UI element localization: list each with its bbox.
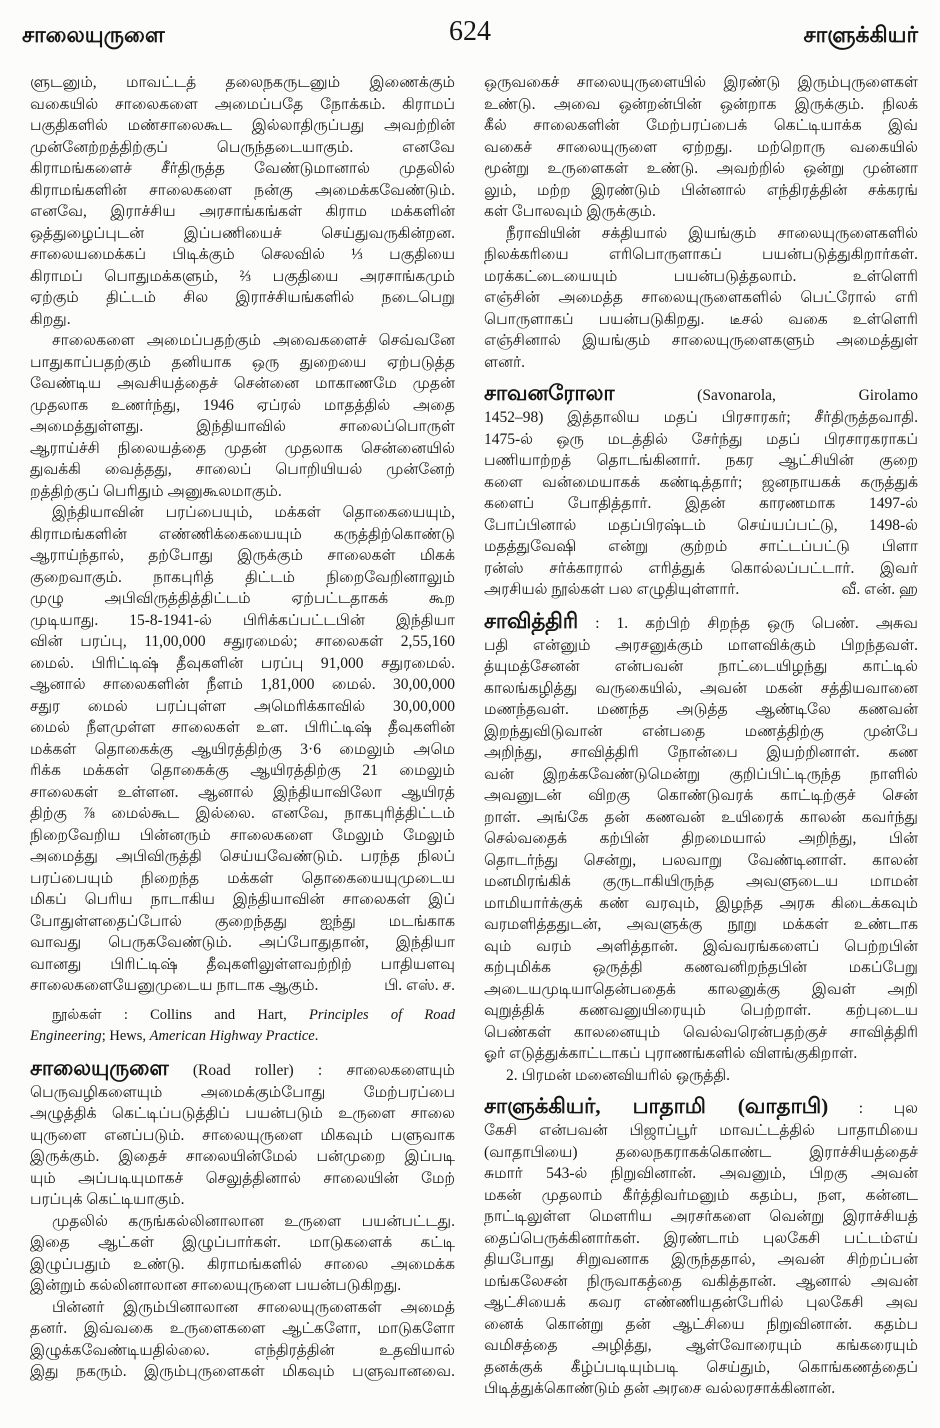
- text-run: ஆராய்ந்தால், தற்போது இருக்கும் சாலைகள் மிகக்: [30, 547, 455, 564]
- text-line: [30, 911, 455, 933]
- text-line: [30, 932, 455, 954]
- text-run: அமைத்துள்ளது. இந்தியாவில் சாலைப்பொருள்: [30, 418, 455, 435]
- entry-headword: சாவனரோலா: [484, 381, 615, 405]
- text-line: [30, 352, 455, 374]
- text-run: தனக்குக் கீழ்ப்படியும்படி செய்தும், கொங்கணத்தைப்: [484, 1358, 918, 1376]
- text-run: பிடித்துக்கொண்டும் தன் அரசை வல்லரசாக்கினான்.: [484, 1380, 836, 1397]
- text-line: [30, 266, 455, 288]
- text-run: துவக்கி வைத்தது, சாலைப் பொறியியல் முன்னேற்: [30, 461, 455, 478]
- text-line: [484, 115, 918, 137]
- reference-title: Engineering: [30, 1028, 102, 1044]
- text-run: காலங்கழித்து வருகையில், அவன் மகன் சத்தியவானை: [484, 679, 918, 697]
- text-run: பரப்பையும் நிறைந்த மக்கள் தொகையையுமுடைய: [30, 869, 455, 887]
- entry-headword: சாவித்திரி: [484, 608, 579, 633]
- text-line: [484, 1271, 918, 1293]
- text-run: மூன்று உருளைகள் உண்டு. அவற்றில் ஒன்று முன்னா: [484, 160, 918, 177]
- paragraph-continued: [484, 72, 918, 223]
- text-line: [30, 459, 455, 481]
- text-run: இந்தியாவின் பரப்பையும், மக்கள் தொகையையும்,: [52, 504, 455, 521]
- text-line: [30, 158, 455, 180]
- text-run: போதுள்ளதைப்போல் குறைந்தது ஐந்து மடங்காக: [30, 912, 455, 930]
- text-line: [30, 502, 455, 524]
- text-line: [484, 493, 918, 515]
- text-line: [30, 653, 455, 675]
- encyclopedia-entry: [484, 379, 918, 601]
- text-run: கீல் சாலைகளின் மேற்பரப்பைக் கெட்டியாக்க இவ்: [484, 117, 918, 134]
- text-run: நிலக்கரியை எரிபொருளாகப் பயன்படுத்துகிறார்கள்.: [484, 246, 918, 263]
- text-line: [30, 309, 455, 331]
- text-line: [484, 1065, 918, 1087]
- encyclopedia-entry: [30, 1054, 455, 1211]
- entry-heading-line: [484, 379, 918, 407]
- text-run: நிறைவேறிய பின்னரும் சாலைகளை மேலும் மேலும்: [30, 826, 455, 844]
- text-run: மைல் நீளமுள்ள சாலைகள் உள. பிரிட்டிஷ் தீவுகளின்: [30, 719, 455, 736]
- text-line: [484, 309, 918, 331]
- text-line: [30, 825, 455, 847]
- text-run: ஏற்கும் திட்டம் சில இராச்சியங்களில் நடைபெறு: [30, 289, 455, 306]
- text-run: எஞ்சினால் இயங்கும் சாலையுருளைகளும் அமைத்துள்: [484, 332, 918, 349]
- text-run: றத்திற்குப் பெரிதும் அனுகூலமாகும்.: [30, 482, 282, 500]
- text-run: வேண்டிய அவசியத்தைச் சென்னை மாகாணமே முதன்: [30, 375, 455, 392]
- text-run: யும் அப்படியுமாகச் செலுத்தினால் சாலையின் மேற்: [30, 1169, 455, 1187]
- text-line: [484, 158, 918, 180]
- paragraph: [30, 330, 455, 502]
- text-run: ளுடனும், மாவட்டத் தலைநகருடனும் இணைக்கும்: [30, 74, 455, 91]
- reference-title: Principles of Road: [309, 1006, 455, 1023]
- entry-heading-text: (Road roller) : சாலைகளையும்: [168, 1061, 455, 1079]
- text-run: வரமளித்ததுடன், அவளுக்கு நூறு மக்கள் உண்டாக: [484, 916, 918, 933]
- text-run: எனவே, இராச்சிய அரசாங்கங்கள் கிராம மக்களின்: [30, 203, 455, 220]
- text-line: [484, 656, 918, 678]
- text-line: [30, 1318, 455, 1340]
- text-line: [30, 94, 455, 116]
- text-line: [484, 429, 918, 451]
- text-run: எஞ்சின் அமைத்த சாலையுருளைகளில் பெட்ரோல் எரி: [484, 289, 918, 306]
- text-line: [484, 807, 918, 829]
- text-line: [484, 721, 918, 743]
- text-line: [484, 330, 918, 352]
- text-run: அறிந்து, சாவித்திரி நோன்பை இயற்றினாள். கண: [484, 744, 918, 761]
- text-run: வின் பரப்பு, 11,00,000 சதுரமைல்; சாலைகள் 2,55,160: [30, 633, 455, 650]
- text-run: அடையமுடியாதென்பதைக் காலனுக்கு இவள் அறி: [484, 980, 918, 998]
- text-run: ஆராய்ச்சி நிலையத்தை முதன் முதலாக சென்னையில்: [30, 439, 455, 457]
- text-line: [30, 954, 455, 976]
- text-line: [484, 1000, 918, 1022]
- text-run: களை வன்மையாகக் கண்டித்தார்; ஜனநாயகக் கருத்துக்: [484, 473, 918, 491]
- text-run: செல்வதைக் கற்பின் திறமையால் அறிந்து, பின்: [484, 830, 918, 847]
- text-run: வன் இறக்கவேண்டுமென்று குறிப்பிட்டிருந்த நாளில்: [484, 765, 918, 783]
- text-run: கிராமங்களின் சாலைகளை நன்கு அமைக்கவேண்டும்.: [30, 181, 455, 199]
- entry-heading-line: [30, 1054, 455, 1082]
- text-line: [30, 481, 455, 503]
- text-line: [30, 201, 455, 223]
- text-line: [484, 635, 918, 657]
- text-line: [30, 717, 455, 739]
- text-run: மைல். பிரிட்டிஷ் தீவுகளின் பரப்பு 91,000 சதுரமைல்.: [30, 654, 455, 672]
- text-run: பதி என்னும் அரசனுக்கும் மாளவிக்கும் பிறந்தவள்.: [484, 636, 918, 654]
- text-line: [30, 846, 455, 868]
- text-line: [30, 889, 455, 911]
- text-line: [484, 1335, 918, 1357]
- text-run: மதத்துவேஷி என்று குற்றம் சாட்டப்பட்டு பிளா: [484, 538, 918, 555]
- text-line: [484, 742, 918, 764]
- text-line: [30, 782, 455, 804]
- text-run: இது நகரும். இரும்புருளைகள் மிகவும் பளுவானவை.: [30, 1363, 455, 1380]
- text-line: [30, 1189, 455, 1211]
- text-line: [484, 515, 918, 537]
- text-run: அவனுடன் விறகு கொண்டுவரக் காட்டிற்குச் சென்: [484, 787, 918, 804]
- text-line: [484, 1022, 918, 1044]
- paragraph-continued: [30, 72, 455, 330]
- right-column: [484, 72, 918, 1410]
- text-line: [484, 1357, 918, 1379]
- entry-heading-line: [484, 607, 918, 635]
- text-line: [30, 244, 455, 266]
- text-line: [484, 1120, 918, 1142]
- entry-headword: சாலையுருளை: [30, 1055, 169, 1080]
- text-line: [484, 287, 918, 309]
- text-run: வானது பிரிட்டிஷ் தீவுகளிலுள்ளவற்றிற் பாதியளவு: [30, 955, 455, 973]
- text-line: [30, 1297, 455, 1319]
- text-line: [484, 137, 918, 159]
- text-run: ஒருவகைச் சாலையுருளையில் இரண்டு இரும்புருளைகள்: [484, 74, 918, 91]
- text-line: [30, 373, 455, 395]
- text-line: [30, 545, 455, 567]
- text-line: [30, 1340, 455, 1362]
- text-line: [484, 1163, 918, 1185]
- text-run: சாலைகளையேனுமுடைய நாடாக ஆகும்.: [30, 977, 319, 994]
- text-line: [30, 330, 455, 352]
- text-line: [484, 407, 918, 429]
- text-run: போப்பினால் மதப்பிரஷ்டம் செய்யப்பட்டு, 1498-ல்: [484, 516, 918, 534]
- text-run: வகையில் சாலைகளை அமைப்பதே நோக்கம். கிராமப்: [30, 95, 455, 113]
- text-run: அமைத்து அபிவிருத்தி செய்யவேண்டும். பரந்த நிலப்: [30, 848, 455, 865]
- text-run: பொருளாகப் பயன்படுகிறது. டீசல் வகை உள்ளெரி: [484, 310, 918, 328]
- text-run: கிராமப் பொதுமக்களும், ⅔ பகுதியை அரசாங்கமும்: [30, 267, 455, 285]
- text-line: [30, 567, 455, 589]
- text-line: [484, 850, 918, 872]
- text-run: உண்டு. அவை ஒன்றன்பின் ஒன்றாக இருக்கும். நிலக்: [484, 95, 918, 113]
- text-line: [484, 979, 918, 1001]
- text-line: [484, 72, 918, 94]
- text-line: [30, 739, 455, 761]
- text-run: த்யுமத்சேனன் என்பவன் நாட்டையிழந்து காட்டில்: [484, 658, 918, 675]
- text-run: 2. பிரமன் மனைவியரில் ஒருத்தி.: [506, 1066, 731, 1084]
- text-run: ஓர் எடுத்துக்காட்டாகப் புராணங்களில் விளங்குகிறாள்.: [484, 1045, 858, 1062]
- text-line: [484, 536, 918, 558]
- text-line: [30, 1211, 455, 1233]
- text-line: [30, 975, 455, 997]
- text-run: நாட்டிலுள்ள மௌரிய அரசர்களை வென்று இராச்சியத்: [484, 1208, 918, 1225]
- text-run: லும், மற்ற இரண்டும் பின்னால் எந்திரத்தின் சக்கரங்: [484, 181, 918, 199]
- encyclopedia-entry: [484, 607, 918, 1065]
- text-run: வாவது பெருகவேண்டும். அப்போதுதான், இந்தியா: [30, 934, 455, 951]
- text-line: [30, 803, 455, 825]
- text-run: திற்கு ⅞ மைல்கூட இல்லை. எனவே, நாகபுரித்திட்டம்: [30, 805, 455, 822]
- text-line: [30, 1082, 455, 1104]
- author-signature: பி. எஸ். ச.: [384, 977, 455, 994]
- text-run: முழு அபிவிருத்தித்திட்டம் ஏற்பட்டதாகக் கூற: [30, 590, 455, 607]
- text-line: [484, 558, 918, 580]
- text-run: ஒத்துழைப்புடன் இப்பணியைச் செய்துவருகின்றன.: [30, 224, 455, 242]
- text-run: மனமிரங்கிக் குருடாகியிருந்த அவளுடைய மாமன்: [484, 873, 918, 890]
- text-run: பரப்புக் கெட்டியாகும்.: [30, 1191, 185, 1208]
- text-run: மக்கள் தொகைக்கு ஆயிரத்திற்கு 3·6 மைலும் அமெ: [30, 740, 455, 758]
- text-run: முதலாக உணர்ந்து, 1946 ஏப்ரல் மாதத்தில் அதை: [30, 396, 455, 414]
- entry-heading-text: : 1. கற்பிற் சிறந்த ஒரு பெண். அசுவ: [578, 614, 918, 632]
- left-column: [30, 72, 455, 1410]
- text-run: அழுத்திக் கெட்டிப்படுத்திப் பயன்படும் உருளை சாலை: [30, 1105, 455, 1122]
- entry-heading-line: [484, 1092, 918, 1120]
- text-run: நீராவியின் சக்தியால் இயங்கும் சாலையுருளைகளில்: [506, 224, 918, 242]
- text-run: கேசி என்பவன் பிஜாப்பூர் மாவட்டத்தில் பாதாமியை: [484, 1122, 918, 1139]
- text-line: [30, 180, 455, 202]
- text-run: தொடர்ந்து சென்று, பலவாறு வேண்டினாள். காலன்: [484, 851, 918, 869]
- text-line: [484, 1185, 918, 1207]
- text-line: [30, 631, 455, 653]
- text-run: வுறுத்திக் கணவனுயிரையும் பெற்றாள். கற்புடைய: [484, 1002, 918, 1019]
- text-line: [30, 1232, 455, 1254]
- text-run: இறந்துவிடுவான் என்பதை மணத்திற்கு முன்பே: [484, 722, 918, 740]
- text-run: கற்புமிக்க ஒருத்தி கணவனிறந்தபின் மகப்பேறு: [484, 959, 918, 976]
- text-run: இழுக்கவேண்டியதில்லை. எந்திரத்தின் உதவியால்: [30, 1341, 455, 1359]
- text-line: [30, 1125, 455, 1147]
- text-line: [484, 579, 918, 601]
- header-first-entry: சாலையுருளை: [22, 22, 165, 47]
- reference-line: [30, 1026, 455, 1048]
- text-line: [30, 137, 455, 159]
- text-run: முதலில் கருங்கல்லினாலான உருளை பயன்பட்டது.: [52, 1212, 455, 1230]
- text-line: [30, 868, 455, 890]
- text-line: [484, 1206, 918, 1228]
- text-run: சுமார் 543-ல் நிறுவினான். அவனும், பிறகு அவன்: [484, 1165, 918, 1182]
- text-line: [484, 936, 918, 958]
- text-line: [30, 1254, 455, 1276]
- author-signature: வீ. என். ஹ: [841, 581, 918, 598]
- text-run: இழுப்பதும் உண்டு. கிராமங்களில் சாலை அமைக்க: [30, 1255, 455, 1273]
- page-header: [22, 16, 918, 58]
- paragraph: [30, 1211, 455, 1297]
- text-run: இன்றும் கல்லினாலான சாலையுருளை பயன்படுகிறது.: [30, 1277, 402, 1294]
- paragraph: [484, 223, 918, 374]
- text-line: [484, 699, 918, 721]
- text-run: (வாதாபியை) தலைநகராகக்கொண்ட இராச்சியத்தைச்: [484, 1143, 918, 1161]
- text-run: பின்னர் இரும்பினாலான சாலையுருளைகள் அமைத்: [52, 1298, 455, 1316]
- text-line: [484, 1228, 918, 1250]
- text-line: [30, 1103, 455, 1125]
- text-run: வகைச் சாலையுருளை ஏற்றது. மற்றொரு வகையில்: [484, 138, 918, 156]
- text-line: [484, 828, 918, 850]
- text-line: [484, 678, 918, 700]
- paragraph: [484, 1065, 918, 1087]
- reference-text: .: [314, 1028, 319, 1044]
- text-line: [30, 1275, 455, 1297]
- text-line: [30, 416, 455, 438]
- text-run: வமிசத்தை அழித்து, ஆள்வோரையும் கங்கரையும்: [484, 1337, 918, 1354]
- entry-heading-text: (Savonarola, Girolamo: [614, 387, 918, 404]
- text-run: மங்கலேசன் நிருவாகத்தை வகித்தான். ஆனால் அவன்: [484, 1272, 918, 1290]
- text-run: வும் வரம் அளித்தான். இவ்வரங்களைப் பெற்றபின்: [484, 937, 918, 955]
- text-line: [484, 871, 918, 893]
- text-line: [30, 588, 455, 610]
- text-line: [484, 914, 918, 936]
- text-run: சாலையமைக்கப் பிடிக்கும் செலவில் ⅓ பகுதியை: [30, 246, 455, 263]
- text-run: சாலைகள் உள்ளன. ஆனால் இந்தியாவிலோ ஆயிரத்: [30, 783, 455, 801]
- text-run: களைப் போதித்தார். இதன் காரணமாக 1497-ல்: [484, 495, 918, 512]
- text-run: பாதுகாப்பதற்கும் தனியாக ஒரு துறையை ஏற்படுத்த: [30, 353, 455, 371]
- text-run: தைப்பெருக்கினார்கள். இரண்டாம் புலகேசி பட்டம்எய்: [484, 1229, 918, 1247]
- entry-heading-text: : புல: [828, 1100, 918, 1117]
- text-run: மகன் முதலாம் கீர்த்திவர்மனும் கதம்ப, நள, கன்னட: [484, 1186, 918, 1204]
- text-line: [30, 223, 455, 245]
- text-run: இதை ஆட்கள் இழுப்பார்கள். மாடுகளைக் கட்டி: [30, 1234, 455, 1251]
- text-run: பகுதிகளில் மண்சாலைகூட இல்லாதிருப்பது அவற்றின்: [30, 117, 455, 134]
- text-run: கிராமங்களைச் சீர்திருத்த வேண்டுமானால் முதலில்: [30, 160, 455, 177]
- text-line: [30, 674, 455, 696]
- references: [30, 1005, 455, 1048]
- reference-text: நூல்கள் : Collins and Hart,: [52, 1006, 310, 1023]
- text-line: [30, 696, 455, 718]
- text-run: தனர். இவ்வகை உருளைகளை ஆட்களோ, மாடுகளோ: [30, 1320, 455, 1337]
- text-line: [484, 1292, 918, 1314]
- text-run: 1452–98) இத்தாலிய மதப் பிரசாரகர்; சீர்திருத்தவாதி.: [484, 409, 918, 426]
- text-line: [30, 760, 455, 782]
- text-line: [484, 957, 918, 979]
- reference-line: [30, 1005, 455, 1027]
- text-line: [484, 1249, 918, 1271]
- text-line: [30, 524, 455, 546]
- text-line: [484, 450, 918, 472]
- text-run: குறைவாகும். நாகபுரித் திட்டம் நிறைவேறினாலும்: [30, 568, 455, 586]
- text-run: கிராமங்களின் எண்ணிக்கையையும் கருத்திற்கொண்டு: [30, 525, 455, 543]
- text-run: மிகப் பெரிய நாடாகிய இந்தியாவின் சாலைகள் இப்: [30, 891, 455, 908]
- reference-title: American Highway Practice: [149, 1028, 315, 1044]
- text-run: மணந்தவள். மணந்த அடுத்த ஆண்டிலே கணவன்: [484, 701, 918, 718]
- text-line: [30, 1361, 455, 1383]
- text-run: யுருளை எனப்படும். சாலையுருளை மிகவும் பளுவாக: [30, 1126, 455, 1144]
- text-run: முடியாது. 15-8-1941-ல் பிரிக்கப்பட்டபின் இந்தியா: [30, 611, 455, 629]
- text-run: னைக் கொன்று தன் ஆட்சியை நிறுவினான். கதம்ப: [484, 1315, 918, 1333]
- text-run: ரிக்க மக்கள் தொகைக்கு ஆயிரத்திற்கு 21 மைலும்: [30, 762, 455, 779]
- text-line: [484, 1043, 918, 1065]
- text-run: றாள். அங்கே தன் கணவன் உயிரைக் காலன் கவர்ந்து: [484, 808, 918, 826]
- page-number: 624: [449, 16, 491, 47]
- text-run: 1475-ல் ஒரு மடத்தில் சேர்ந்து மதப் பிரசாரகராகப்: [484, 430, 918, 448]
- text-line: [484, 223, 918, 245]
- text-line: [30, 115, 455, 137]
- text-run: சாலைகளை அமைப்பதற்கும் அவைகளைச் செவ்வனே: [52, 332, 455, 349]
- text-run: கிறது.: [30, 310, 71, 328]
- text-line: [484, 244, 918, 266]
- text-line: [484, 1142, 918, 1164]
- text-line: [484, 893, 918, 915]
- text-run: மரக்கட்டையையும் பயன்படுத்தலாம். உள்ளெரி: [484, 267, 918, 285]
- encyclopedia-entry: [484, 1092, 918, 1400]
- text-run: தியபோது சிறுவனாக இருந்ததால், அவன் சிற்றப்பன்: [484, 1251, 918, 1268]
- text-line: [30, 438, 455, 460]
- text-run: பெண்கள் காலனையும் வெல்வரென்பதற்குச் சாவித்திரி: [484, 1023, 918, 1041]
- text-run: மாமியார்க்குக் கண் வரவும், இழந்த அரசு கிடைக்கவும்: [484, 894, 918, 912]
- text-line: [484, 201, 918, 223]
- text-run: பெருவழிகளையும் அமைக்கும்போது மேற்பரப்பை: [30, 1083, 455, 1101]
- text-run: ஆனால் சாலைகளின் நீளம் 1,81,000 மைல். 30,00,000: [30, 676, 455, 693]
- text-run: சதுர மைல் பரப்புள்ள அமெரிக்காவில் 30,00,000: [30, 697, 455, 715]
- entry-headword: சாளுக்கியர், பாதாமி (வாதாபி): [484, 1094, 829, 1118]
- text-line: [484, 785, 918, 807]
- text-run: ளனர்.: [484, 353, 525, 371]
- text-line: [30, 1168, 455, 1190]
- text-line: [484, 266, 918, 288]
- header-last-entry: சாளுக்கியர்: [803, 22, 918, 47]
- paragraph: [30, 1297, 455, 1383]
- text-run: பணியாற்றத் தொடங்கினார். நகர ஆட்சியின் குறை: [484, 452, 918, 469]
- text-run: ஆட்சியைக் கவர எண்ணியதன்பேரில் புலகேசி அவ: [484, 1294, 918, 1311]
- text-run: இருக்கும். இதைச் சாலையின்மேல் பன்முறை இப்படி: [30, 1148, 455, 1165]
- text-run: அரசியல் நூல்கள் பல எழுதியுள்ளார்.: [484, 581, 740, 598]
- text-run: கள் போலவும் இருக்கும்.: [484, 203, 656, 220]
- text-run: ரன்ஸ் சர்க்காரால் எரித்துக் கொல்லப்பட்டார். இவர்: [484, 559, 918, 577]
- text-line: [30, 1146, 455, 1168]
- text-line: [30, 610, 455, 632]
- paragraph: [30, 502, 455, 997]
- text-line: [484, 352, 918, 374]
- text-line: [484, 180, 918, 202]
- text-line: [484, 94, 918, 116]
- text-line: [484, 1378, 918, 1400]
- text-line: [484, 1314, 918, 1336]
- reference-text: ; Hews,: [101, 1028, 150, 1044]
- text-run: முன்னேற்றத்திற்குப் பெருந்தடையாகும். எனவே: [30, 138, 455, 156]
- text-line: [484, 764, 918, 786]
- text-line: [30, 395, 455, 417]
- text-line: [484, 472, 918, 494]
- text-line: [30, 72, 455, 94]
- text-line: [30, 287, 455, 309]
